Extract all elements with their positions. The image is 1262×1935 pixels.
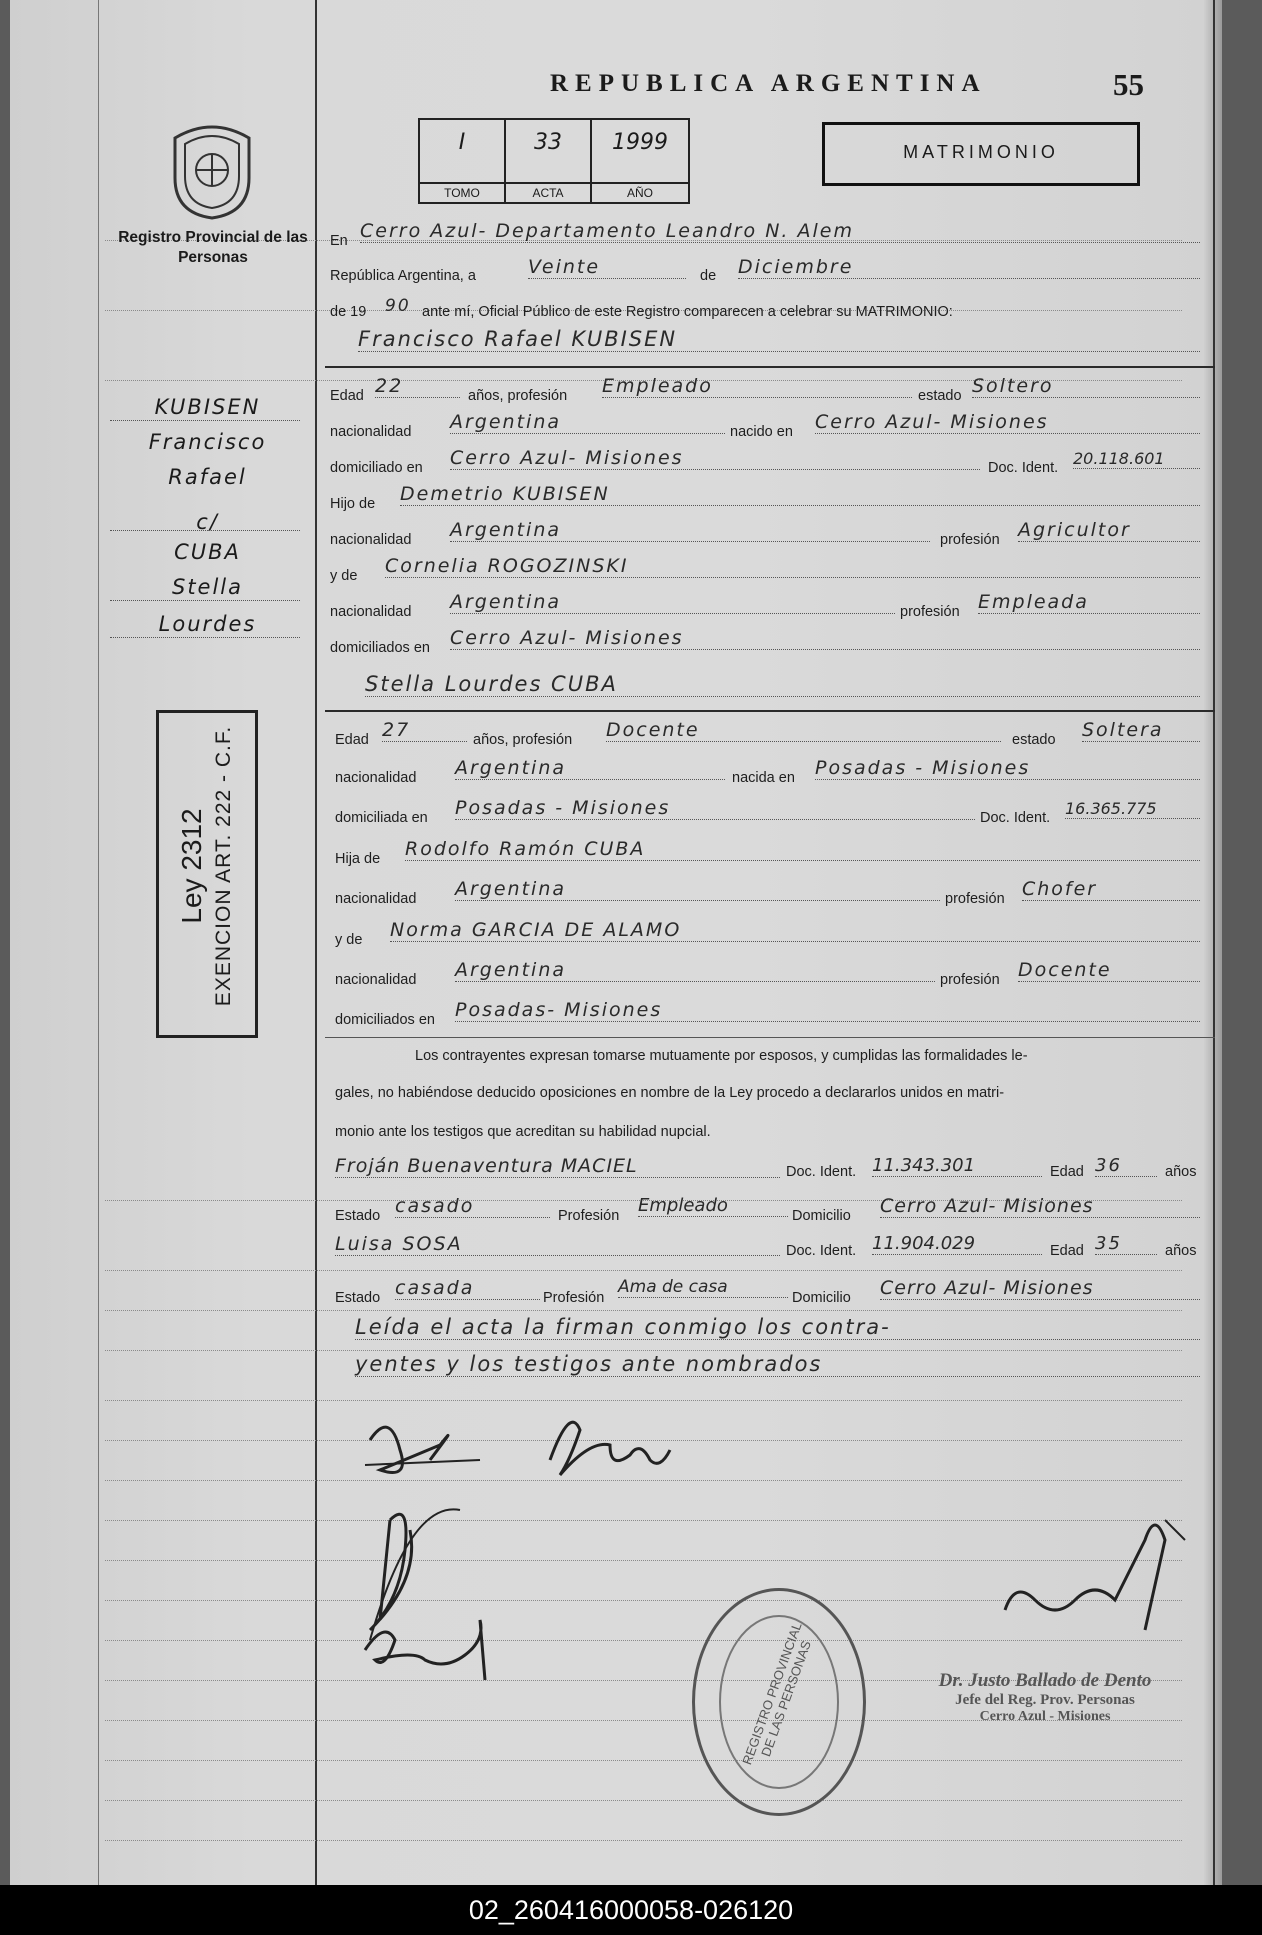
witness-2-estado-label: Estado: [335, 1290, 381, 1306]
groom-anos-profesion-label: años, profesión: [468, 388, 568, 404]
tomo-label: TOMO: [420, 182, 504, 202]
witness-2-domicile: Cerro Azul- Misiones: [880, 1277, 1200, 1300]
groom-estado-label: estado: [918, 388, 962, 404]
bride-nacionalidad-label: nacionalidad: [335, 770, 417, 786]
witness-1-doc: 11.343.301: [872, 1155, 1042, 1177]
groom-yde-label: y de: [330, 568, 358, 584]
bride-name: Stella Lourdes CUBA: [365, 672, 1200, 697]
ano-label: AÑO: [592, 182, 688, 202]
groom-nacionalidad-label: nacionalidad: [330, 424, 412, 440]
bride-mother: Norma GARCIA DE ALAMO: [390, 919, 1200, 942]
bride-mother-profession: Docente: [1018, 959, 1200, 982]
groom-father-nationality: Argentina: [450, 519, 930, 542]
official-location: Cerro Azul - Misiones: [979, 1709, 1111, 1724]
office-name: Registro Provincial de las Personas: [118, 229, 308, 266]
margin-line-2: Francisco: [148, 430, 267, 454]
acta-value: 33: [534, 130, 562, 155]
rule-line: [105, 1350, 1182, 1351]
groom-mother-nacionalidad-label: nacionalidad: [330, 604, 412, 620]
header-title: REPUBLICA ARGENTINA: [550, 70, 987, 97]
groom-father-nacionalidad-label: nacionalidad: [330, 532, 412, 548]
bride-parents-domicile: Posadas- Misiones: [455, 999, 1200, 1022]
groom-father: Demetrio KUBISEN: [400, 483, 1200, 506]
groom-doc: 20.118.601: [1073, 449, 1200, 469]
groom-birthplace: Cerro Azul- Misiones: [815, 411, 1200, 434]
left-margin-rule: [98, 0, 99, 1885]
declaration-rule: [325, 1037, 1215, 1038]
signature-witness-graphic: [355, 1600, 515, 1700]
groom-nationality: Argentina: [450, 411, 725, 434]
de-label: de: [700, 268, 717, 284]
bride-domicile: Posadas - Misiones: [455, 797, 975, 820]
groom-doc-label: Doc. Ident.: [988, 460, 1059, 476]
year-prefix: de 19: [330, 304, 367, 320]
bride-nationality: Argentina: [455, 757, 725, 780]
witness-1-profession: Empleado: [638, 1195, 788, 1217]
rule-line: [105, 1310, 1182, 1311]
witness-1-doc-label: Doc. Ident.: [786, 1164, 857, 1180]
witness-1-status: casado: [395, 1195, 550, 1218]
tomo-acta-ano-box: [418, 118, 690, 204]
page-number: 55: [1113, 67, 1144, 102]
bride-father-profession: Chofer: [1022, 878, 1200, 901]
groom-father-profession: Agricultor: [1018, 519, 1200, 542]
bride-anos-profesion-label: años, profesión: [473, 732, 573, 748]
registry-oval-stamp: [692, 1588, 866, 1816]
bride-nacida-label: nacida en: [732, 770, 795, 786]
groom-mother-nationality: Argentina: [450, 591, 895, 614]
witness-2-profession: Ama de casa: [618, 1277, 788, 1298]
bride-domiciliados-label: domiciliados en: [335, 1012, 435, 1028]
groom-civil-status: Soltero: [972, 375, 1200, 398]
bride-father-profesion-label: profesión: [945, 891, 1005, 907]
bride-section-rule: [325, 710, 1215, 712]
right-border: [1213, 0, 1215, 1885]
closing-line-1: Leída el acta la firman conmigo los contra-: [355, 1315, 1200, 1340]
acta-label: ACTA: [506, 182, 590, 202]
closing-line-2: yentes y los testigos ante nombrados: [355, 1352, 1200, 1377]
witness-2-domicilio-label: Domicilio: [792, 1290, 851, 1306]
tomo-cell: [420, 120, 506, 202]
declaration-line-3: monio ante los testigos que acreditan su habilidad nupcial.: [335, 1124, 711, 1140]
official-name: Dr. Justo Ballado de Dento: [938, 1670, 1152, 1691]
bride-age: 27: [382, 719, 467, 742]
margin-line-1: KUBISEN: [154, 395, 261, 419]
day: Veinte: [528, 256, 686, 279]
bride-hija-label: Hija de: [335, 851, 381, 867]
margin-dots: [110, 420, 300, 421]
groom-mother: Cornelia ROGOZINSKI: [385, 555, 1200, 578]
groom-domicile: Cerro Azul- Misiones: [450, 447, 980, 470]
witness-1-name: Froján Buenaventura MACIEL: [335, 1155, 780, 1178]
groom-parents-domicile: Cerro Azul- Misiones: [450, 627, 1200, 650]
bride-mother-profesion-label: profesión: [940, 972, 1000, 988]
margin-dots: [110, 637, 300, 638]
groom-profession: Empleado: [602, 375, 912, 398]
bride-edad-label: Edad: [335, 732, 369, 748]
bride-doc-label: Doc. Ident.: [980, 810, 1051, 826]
margin-line-6: Stella: [171, 575, 244, 599]
certificate-page: [10, 0, 1222, 1885]
margin-line-7: Lourdes: [158, 612, 257, 636]
official-stamp: [890, 1670, 1200, 1725]
margin-line-5: CUBA: [174, 540, 241, 564]
margin-line-4: c/: [196, 510, 219, 534]
witness-2-anos-label: años: [1165, 1243, 1197, 1259]
groom-mother-profesion-label: profesión: [900, 604, 960, 620]
signature-official-graphic: [995, 1500, 1195, 1660]
ano-cell: [592, 120, 688, 202]
groom-section-rule: [325, 366, 1215, 368]
margin-dots: [110, 530, 300, 531]
bride-domiciliada-label: domiciliada en: [335, 810, 428, 826]
bride-profession: Docente: [606, 719, 1001, 742]
bride-yde-label: y de: [335, 932, 363, 948]
groom-age: 22: [375, 375, 460, 398]
place: Cerro Azul- Departamento Leandro N. Alem: [360, 220, 1200, 243]
witness-1-edad-label: Edad: [1050, 1164, 1084, 1180]
witness-2-age: 35: [1095, 1233, 1157, 1255]
bride-estado-label: estado: [1012, 732, 1056, 748]
rule-line: [105, 1840, 1182, 1841]
rule-line: [105, 1760, 1182, 1761]
ano-value: 1999: [612, 130, 668, 155]
bride-doc: 16.365.775: [1065, 799, 1200, 819]
bride-civil-status: Soltera: [1082, 719, 1200, 742]
stamp-exencion: EXENCION ART. 222 - C.F.: [212, 725, 235, 1007]
groom-domiciliados-label: domiciliados en: [330, 640, 430, 656]
groom-name: Francisco Rafael KUBISEN: [358, 327, 1200, 352]
groom-edad-label: Edad: [330, 388, 364, 404]
bride-birthplace: Posadas - Misiones: [815, 757, 1200, 780]
witness-1-domicilio-label: Domicilio: [792, 1208, 851, 1224]
year-text: ante mí, Oficial Público de este Registro comparecen a celebrar su MATRIMONIO:: [422, 304, 953, 320]
bride-mother-nationality: Argentina: [455, 959, 935, 982]
witness-1-age: 36: [1095, 1155, 1157, 1177]
witness-1-profesion-label: Profesión: [558, 1208, 620, 1224]
ley-exemption-stamp: [156, 710, 258, 1038]
province-seal-icon: [165, 118, 259, 220]
matrimonio-box: [822, 122, 1140, 186]
month: Diciembre: [738, 256, 1200, 279]
rule-line: [105, 1270, 1182, 1271]
tomo-value: I: [458, 130, 466, 155]
column-divider: [315, 0, 317, 1885]
bride-father-nationality: Argentina: [455, 878, 940, 901]
witness-2-status: casada: [395, 1277, 540, 1300]
witness-1-anos-label: años: [1165, 1164, 1197, 1180]
groom-domiciliado-label: domiciliado en: [330, 460, 423, 476]
republica-label: República Argentina, a: [330, 268, 476, 284]
bride-mother-nacionalidad-label: nacionalidad: [335, 972, 417, 988]
rule-line: [105, 1800, 1182, 1801]
witness-2-doc: 11.904.029: [872, 1233, 1042, 1255]
oval-stamp-text: REGISTRO PROVINCIAL DE LAS PERSONAS: [739, 1620, 814, 1767]
margin-dots: [110, 600, 300, 601]
witness-2-doc-label: Doc. Ident.: [786, 1243, 857, 1259]
witness-2-edad-label: Edad: [1050, 1243, 1084, 1259]
groom-nacido-label: nacido en: [730, 424, 793, 440]
witness-1-domicile: Cerro Azul- Misiones: [880, 1195, 1200, 1218]
official-title: Jefe del Reg. Prov. Personas: [955, 1692, 1135, 1708]
witness-2-profesion-label: Profesión: [543, 1290, 605, 1306]
bride-father-nacionalidad-label: nacionalidad: [335, 891, 417, 907]
margin-line-3: Rafael: [168, 465, 247, 489]
groom-mother-profession: Empleada: [978, 591, 1200, 614]
year-suffix: 90: [385, 296, 411, 316]
bride-father: Rodolfo Ramón CUBA: [405, 838, 1200, 861]
acta-cell: [506, 120, 592, 202]
stamp-ley-number: Ley 2312: [176, 808, 207, 924]
witness-2-name: Luisa SOSA: [335, 1233, 780, 1256]
groom-father-profesion-label: profesión: [940, 532, 1000, 548]
en-label: En: [330, 233, 348, 249]
register-type: MATRIMONIO: [903, 142, 1059, 162]
image-code-footer: 02_260416000058-026120: [0, 1885, 1262, 1935]
declaration-line-1: Los contrayentes expresan tomarse mutuamente por esposos, y cumplidas las formalidades le-: [415, 1048, 1028, 1064]
declaration-line-2: gales, no habiéndose deducido oposiciones en nombre de la Ley procedo a declararlos unidos en matri-: [335, 1085, 1005, 1101]
witness-1-estado-label: Estado: [335, 1208, 381, 1224]
groom-hijo-label: Hijo de: [330, 496, 376, 512]
